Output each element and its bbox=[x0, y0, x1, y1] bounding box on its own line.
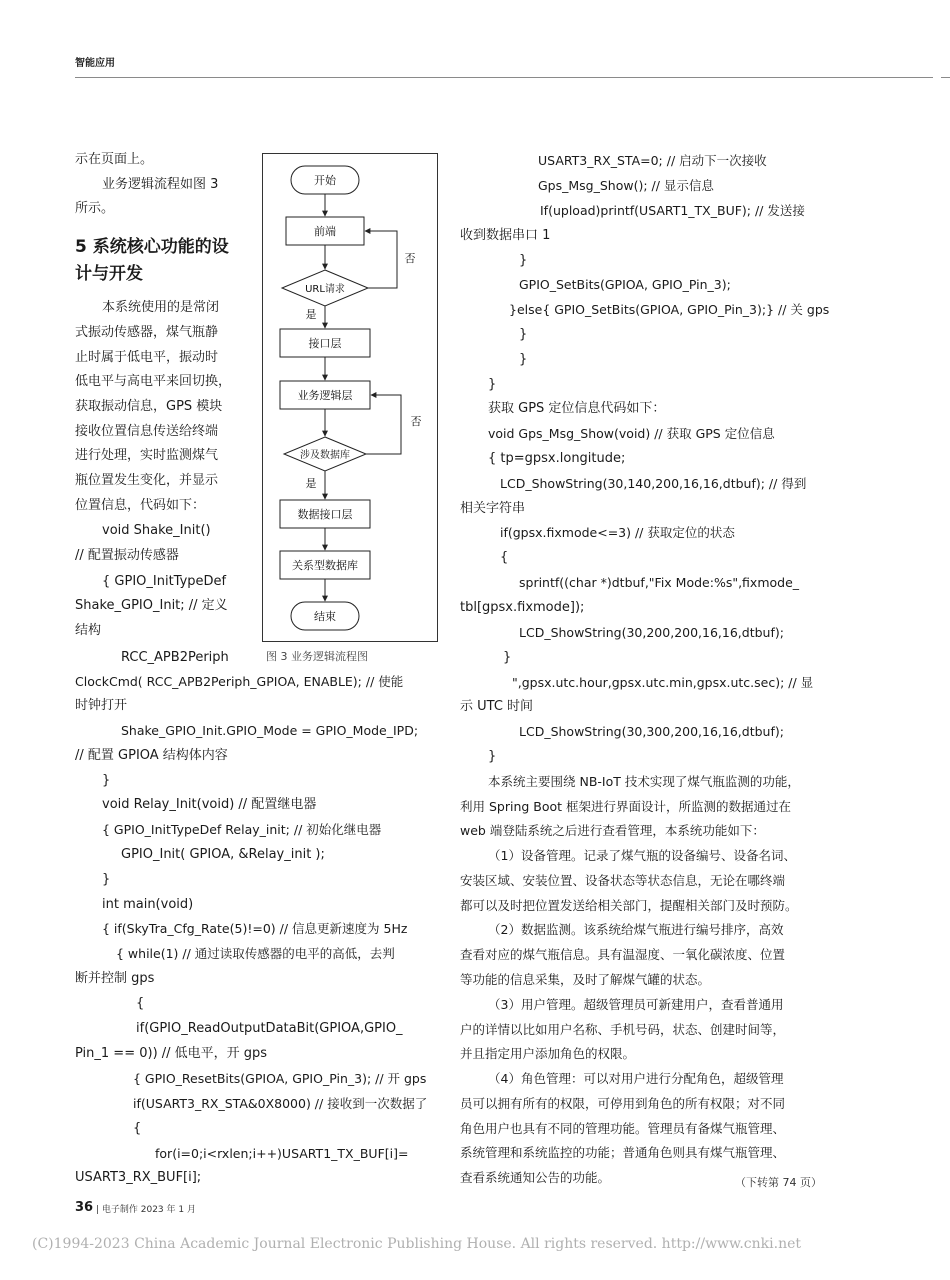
body-line: 瓶位置发生变化，并显示 bbox=[75, 473, 219, 488]
code-line: { bbox=[133, 1121, 142, 1136]
body-line: 示在页面上。 bbox=[75, 152, 154, 167]
code-line: { bbox=[136, 996, 145, 1011]
body-line: 查看对应的煤气瓶信息。具有温湿度、一氧化碳浓度、位置 bbox=[460, 947, 786, 962]
code-line: Shake_GPIO_Init.GPIO_Mode = GPIO_Mode_IPD; bbox=[121, 723, 419, 738]
code-line: if(USART3_RX_STA&0X8000) // 接收到一次数据了 bbox=[133, 1096, 428, 1111]
code-line: // 配置 GPIOA 结构体内容 bbox=[75, 748, 228, 763]
code-line: { tp=gpsx.longitude; bbox=[488, 451, 626, 466]
node-label: URL请求 bbox=[305, 284, 345, 295]
body-line: （2）数据监测。该系统给煤气瓶进行编号排序，高效 bbox=[488, 922, 784, 937]
code-line: 相关字符串 bbox=[460, 501, 526, 516]
code-line: void Relay_Init(void) // 配置继电器 bbox=[102, 797, 317, 812]
node-label: 关系型数据库 bbox=[292, 559, 358, 572]
code-line: LCD_ShowString(30,200,200,16,16,dtbuf); bbox=[519, 625, 784, 640]
body-line: 本系统主要围绕 NB-IoT 技术实现了煤气瓶监测的功能， bbox=[488, 774, 800, 789]
code-line: for(i=0;i<rxlen;i++)USART1_TX_BUF[i]= bbox=[155, 1146, 409, 1161]
node-label: 涉及数据库 bbox=[300, 450, 350, 461]
no-label: 否 bbox=[410, 415, 422, 428]
code-line: LCD_ShowString(30,140,200,16,16,dtbuf); // 得到 bbox=[500, 476, 807, 491]
code-line: 收到数据串口 1 bbox=[460, 228, 551, 243]
code-line: sprintf((char *)dtbuf,"Fix Mode:%s",fixmode_ bbox=[519, 575, 800, 590]
body-line: 获取振动信息，GPS 模块 bbox=[75, 399, 223, 414]
flowchart-frame bbox=[262, 153, 438, 642]
journal-info: | 电子制作 2023 年 1 月 bbox=[96, 1205, 196, 1215]
body-line: 所示。 bbox=[75, 201, 115, 216]
code-line: ClockCmd( RCC_APB2Periph_GPIOA, ENABLE); // 使能 bbox=[75, 674, 404, 689]
body-line: 低电平与高电平来回切换， bbox=[75, 374, 232, 389]
code-line: { bbox=[500, 550, 509, 565]
no-label: 否 bbox=[404, 252, 416, 265]
body-line: 式振动传感器，煤气瓶静 bbox=[75, 325, 219, 340]
code-line: { GPIO_InitTypeDef bbox=[102, 574, 227, 589]
code-line: if(GPIO_ReadOutputDataBit(GPIOA,GPIO_ bbox=[136, 1021, 403, 1036]
code-line: } bbox=[519, 253, 528, 268]
body-line: 员可以拥有所有的权限，可停用到角色的所有权限；对不同 bbox=[460, 1096, 786, 1111]
code-line: { GPIO_ResetBits(GPIOA, GPIO_Pin_3); // 开 gps bbox=[133, 1071, 427, 1086]
section-label: 智能应用 bbox=[75, 58, 115, 69]
code-line: } bbox=[102, 872, 111, 887]
body-line: 户的详情以比如用户名称、手机号码，状态、创建时间等， bbox=[460, 1022, 786, 1037]
code-line: { GPIO_InitTypeDef Relay_init; // 初始化继电器 bbox=[102, 822, 382, 837]
section-heading: 5 系统核心功能的设 bbox=[75, 237, 229, 257]
code-line: { if(SkyTra_Cfg_Rate(5)!=0) // 信息更新速度为 5Hz bbox=[102, 921, 408, 936]
body-line: 都可以及时把位置发送给相关部门，提醒相关部门及时预防。 bbox=[460, 898, 798, 913]
yes-label: 是 bbox=[305, 477, 317, 490]
body-line: 获取 GPS 定位信息代码如下： bbox=[488, 401, 666, 416]
code-line: 时钟打开 bbox=[75, 698, 128, 713]
code-line: tbl[gpsx.fixmode]); bbox=[460, 600, 585, 615]
body-line: 利用 Spring Boot 框架进行界面设计，所监测的数据通过在 bbox=[460, 799, 792, 814]
code-line: USART3_RX_BUF[i]; bbox=[75, 1170, 202, 1185]
code-line: USART3_RX_STA=0; // 启动下一次接收 bbox=[538, 153, 767, 168]
code-line: } bbox=[519, 352, 528, 367]
code-line: 断并控制 gps bbox=[75, 971, 155, 986]
body-line: 并且指定用户添加角色的权限。 bbox=[460, 1046, 636, 1061]
body-line: web 端登陆系统之后进行查看管理，本系统功能如下： bbox=[460, 823, 765, 838]
code-line: Shake_GPIO_Init; // 定义 bbox=[75, 598, 228, 613]
body-line: 本系统使用的是常闭 bbox=[102, 300, 220, 315]
code-line: Pin_1 == 0)) // 低电平，开 gps bbox=[75, 1046, 268, 1061]
code-line: // 配置振动传感器 bbox=[75, 548, 179, 563]
body-line: 接收位置信息传送给终端 bbox=[75, 424, 219, 439]
header-rule bbox=[75, 77, 933, 78]
body-line: 角色用户也具有不同的管理功能。管理员有备煤气瓶管理、 bbox=[460, 1121, 786, 1136]
code-line: }else{ GPIO_SetBits(GPIOA, GPIO_Pin_3);} // 关 gps bbox=[509, 302, 830, 317]
node-label: 开始 bbox=[314, 174, 336, 187]
code-line: GPIO_SetBits(GPIOA, GPIO_Pin_3); bbox=[519, 277, 731, 292]
body-line: （3）用户管理。超级管理员可新建用户，查看普通用 bbox=[488, 997, 784, 1012]
node-label: 数据接口层 bbox=[297, 508, 353, 521]
node-label: 业务逻辑层 bbox=[297, 389, 353, 402]
body-line: 进行处理，实时监测煤气 bbox=[75, 448, 219, 463]
code-line: void Gps_Msg_Show(void) // 获取 GPS 定位信息 bbox=[488, 426, 775, 441]
code-line: GPIO_Init( GPIOA, &Relay_init ); bbox=[121, 847, 325, 862]
code-line: if(gpsx.fixmode<=3) // 获取定位的状态 bbox=[500, 525, 735, 540]
code-line: } bbox=[488, 377, 497, 392]
code-line: Gps_Msg_Show(); // 显示信息 bbox=[538, 178, 714, 193]
code-line: } bbox=[102, 773, 111, 788]
page-number: 36 bbox=[75, 1200, 94, 1215]
code-line: LCD_ShowString(30,300,200,16,16,dtbuf); bbox=[519, 724, 784, 739]
code-line: 结构 bbox=[75, 623, 102, 638]
body-line: 查看系统通知公告的功能。 bbox=[460, 1170, 611, 1185]
code-line: } bbox=[488, 749, 497, 764]
copyright-watermark: (C)1994-2023 China Academic Journal Electronic Publishing House. All rights reserved. http://www.cnki.net bbox=[32, 1236, 802, 1252]
body-line: （1）设备管理。记录了煤气瓶的设备编号、设备名词、 bbox=[488, 848, 796, 863]
node-label: 前端 bbox=[314, 225, 336, 238]
node-label: 接口层 bbox=[308, 337, 342, 350]
code-line: RCC_APB2Periph bbox=[121, 650, 229, 665]
code-line: void Shake_Init() bbox=[102, 523, 211, 538]
code-line: 示 UTC 时间 bbox=[460, 699, 534, 714]
flowchart bbox=[263, 154, 437, 641]
code-line: ",gpsx.utc.hour,gpsx.utc.min,gpsx.utc.sec); // 显 bbox=[512, 675, 814, 690]
code-line: { while(1) // 通过读取传感器的电平的高低，去判 bbox=[116, 946, 395, 961]
node-label: 结束 bbox=[314, 610, 336, 623]
body-line: （4）角色管理：可以对用户进行分配角色，超级管理 bbox=[488, 1071, 784, 1086]
figure-caption: 图 3 业务逻辑流程图 bbox=[266, 650, 368, 663]
yes-label: 是 bbox=[305, 308, 317, 321]
body-line: 业务逻辑流程如图 3 bbox=[102, 177, 219, 192]
body-line: 等功能的信息采集，及时了解煤气罐的状态。 bbox=[460, 972, 711, 987]
body-line: 位置信息，代码如下： bbox=[75, 498, 206, 513]
code-line: } bbox=[519, 327, 528, 342]
body-line: 系统管理和系统监控的功能；普通角色则具有煤气瓶管理、 bbox=[460, 1145, 786, 1160]
body-line: 止时属于低电平，振动时 bbox=[75, 350, 219, 365]
continued-note: （下转第 74 页） bbox=[735, 1176, 822, 1189]
body-line: 安装区域、安装位置、设备状态等状态信息，无论在哪终端 bbox=[460, 873, 786, 888]
code-line: If(upload)printf(USART1_TX_BUF); // 发送接 bbox=[540, 203, 805, 218]
section-heading: 计与开发 bbox=[75, 264, 143, 284]
code-line: int main(void) bbox=[102, 897, 194, 912]
header-rule-end bbox=[941, 77, 950, 78]
code-line: } bbox=[503, 650, 512, 665]
